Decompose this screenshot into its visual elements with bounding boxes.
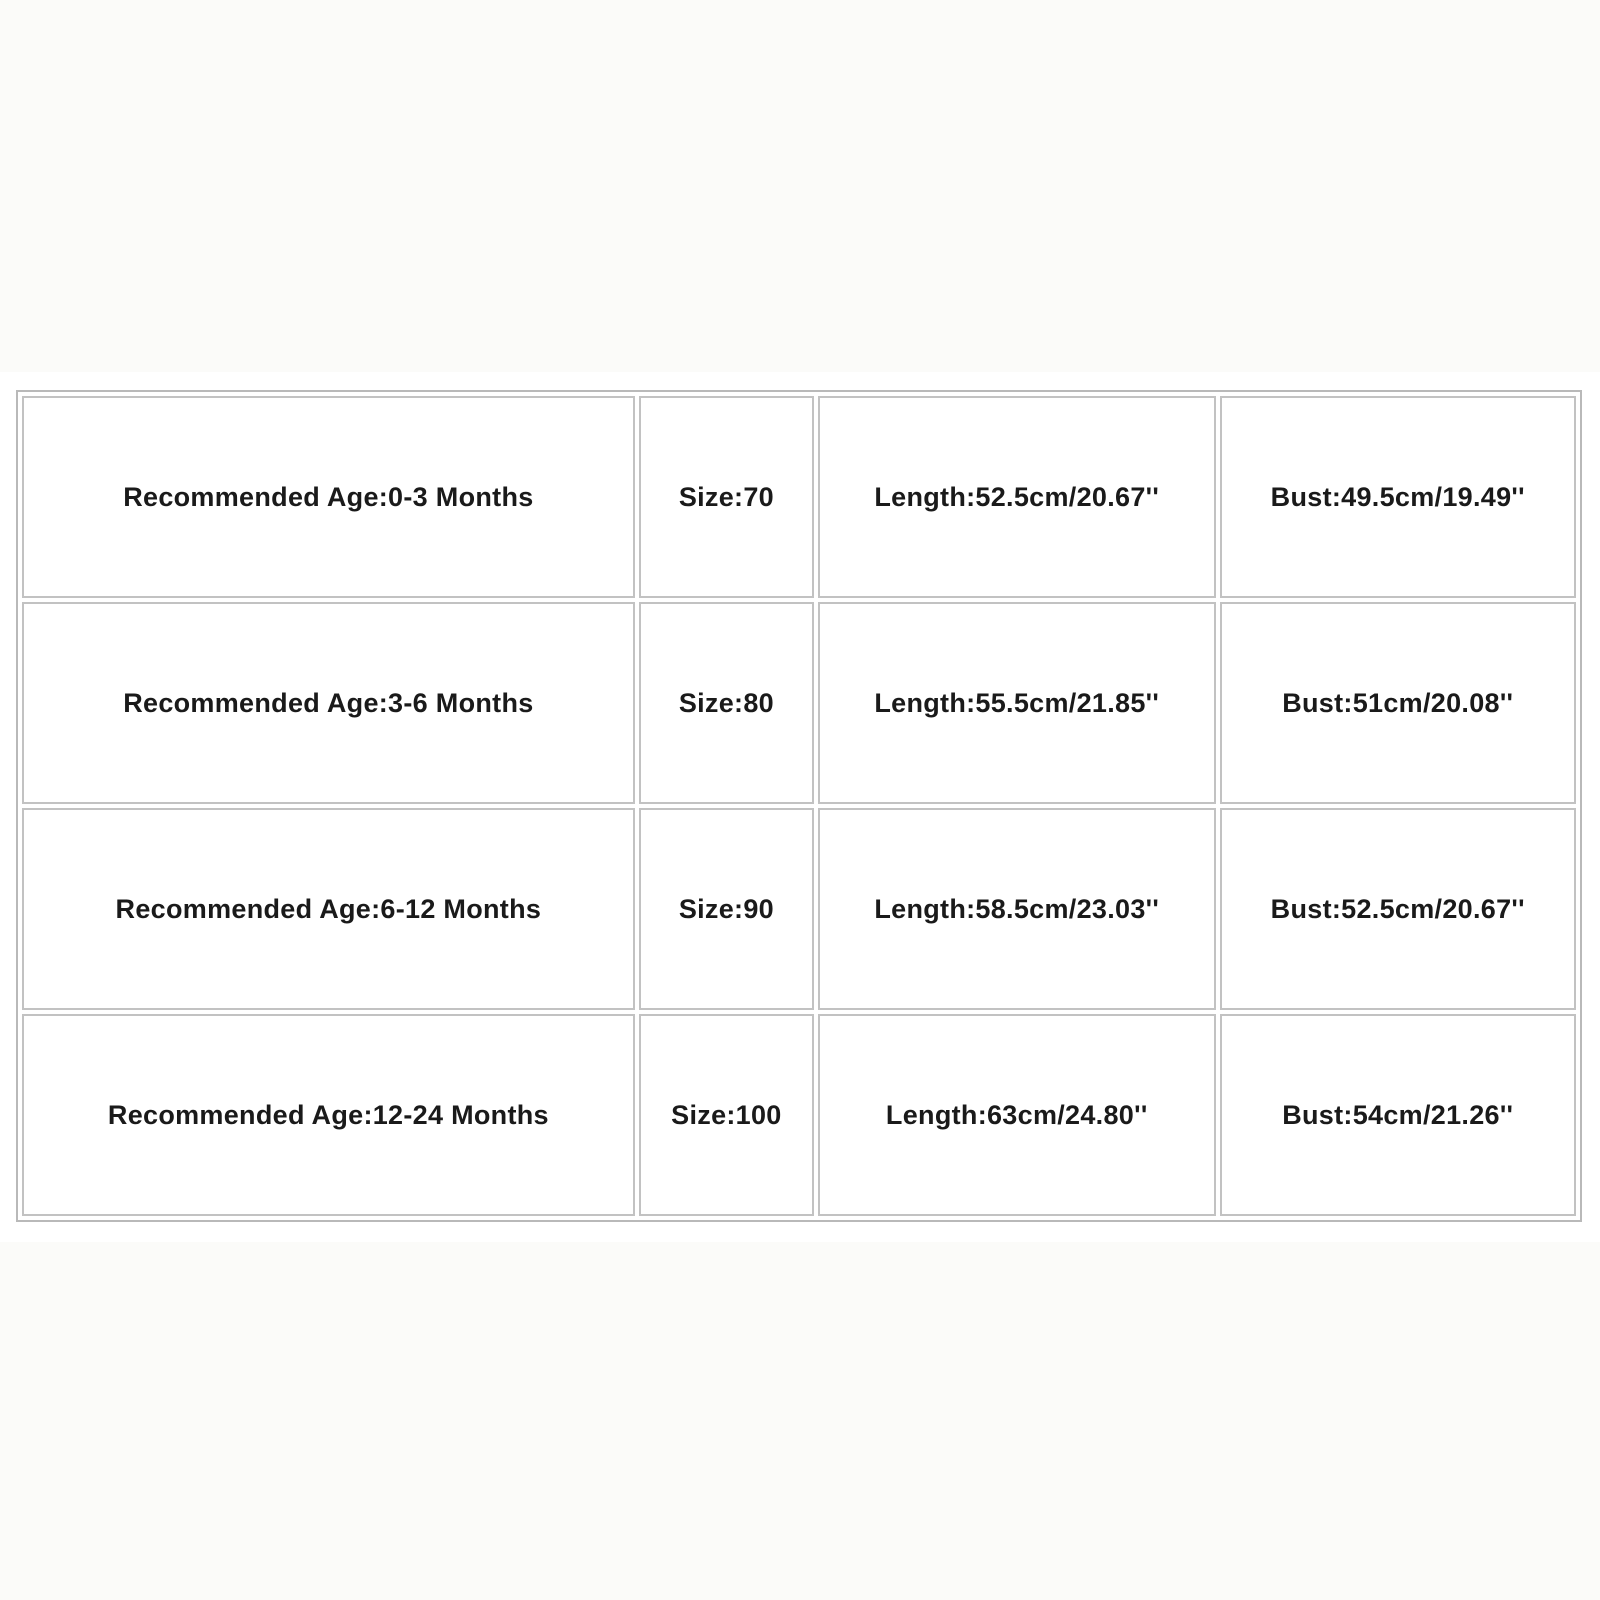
bust-cell: Bust:52.5cm/20.67'': [1220, 808, 1577, 1010]
table-row: [22, 808, 1576, 1010]
length-cell: Length:55.5cm/21.85'': [818, 602, 1216, 804]
size-cell: Size:80: [639, 602, 814, 804]
table-row: [22, 396, 1576, 598]
age-cell: Recommended Age:0-3 Months: [22, 396, 635, 598]
age-cell: Recommended Age:12-24 Months: [22, 1014, 635, 1216]
age-cell: Recommended Age:6-12 Months: [22, 808, 635, 1010]
size-cell: Size:90: [639, 808, 814, 1010]
age-cell: Recommended Age:3-6 Months: [22, 602, 635, 804]
size-chart-table: [16, 390, 1582, 1222]
length-cell: Length:58.5cm/23.03'': [818, 808, 1216, 1010]
size-cell: Size:100: [639, 1014, 814, 1216]
table-row: [22, 602, 1576, 804]
size-chart-grid: [18, 392, 1580, 1220]
length-cell: Length:52.5cm/20.67'': [818, 396, 1216, 598]
bust-cell: Bust:51cm/20.08'': [1220, 602, 1577, 804]
size-cell: Size:70: [639, 396, 814, 598]
table-row: [22, 1014, 1576, 1216]
length-cell: Length:63cm/24.80'': [818, 1014, 1216, 1216]
bust-cell: Bust:54cm/21.26'': [1220, 1014, 1577, 1216]
bust-cell: Bust:49.5cm/19.49'': [1220, 396, 1577, 598]
